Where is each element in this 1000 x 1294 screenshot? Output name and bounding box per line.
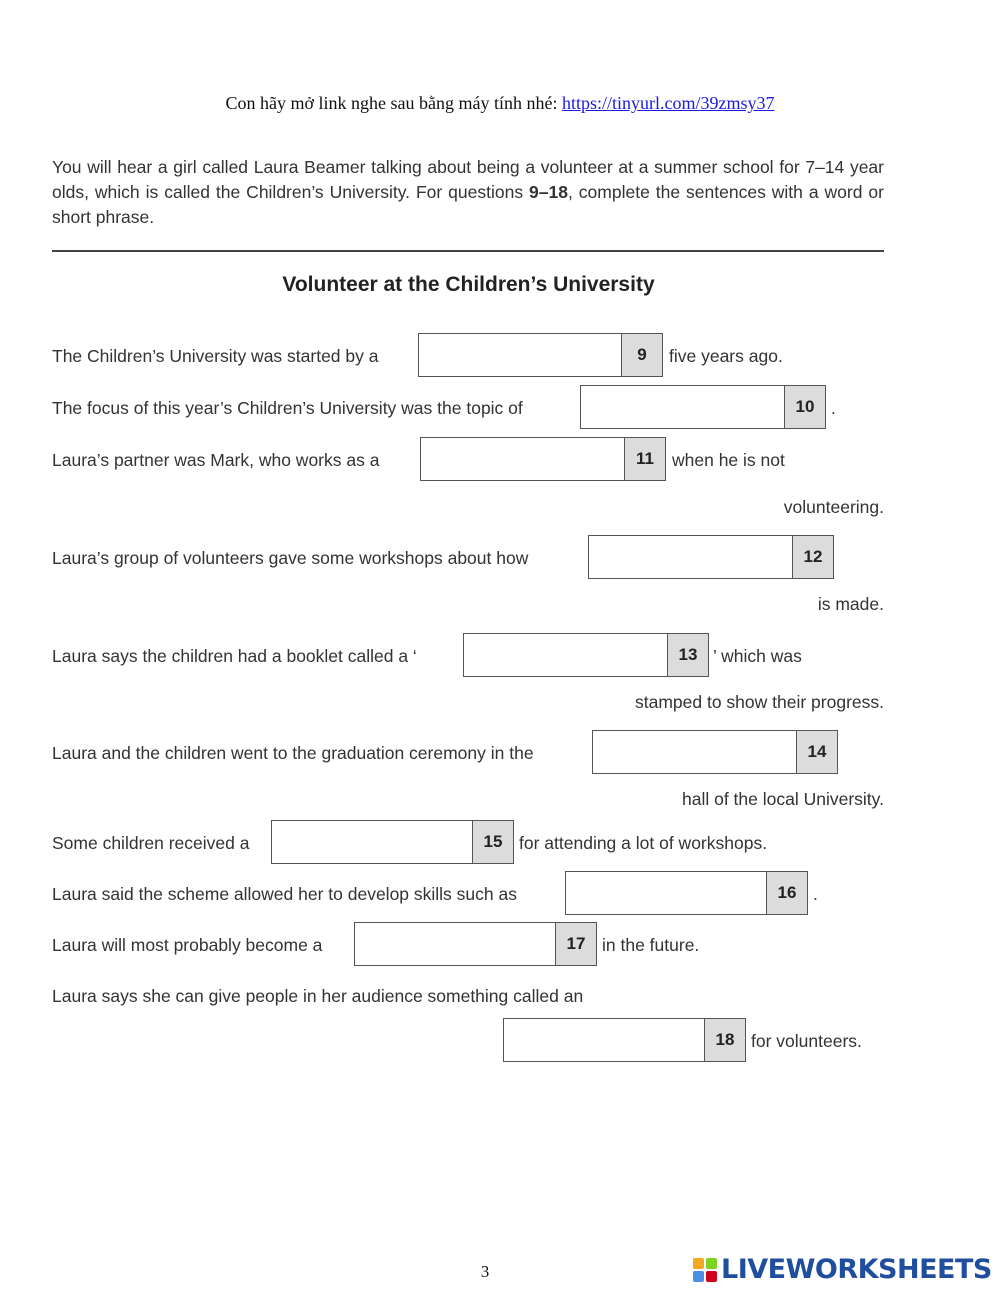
q15-answer-field[interactable] — [272, 821, 472, 863]
audio-link[interactable]: https://tinyurl.com/39zmsy37 — [561, 93, 775, 113]
divider-rule — [52, 250, 884, 252]
q14-answer-box[interactable] — [592, 730, 838, 774]
q15-answer-box[interactable] — [271, 820, 514, 864]
q18-prompt: Laura says she can give people in her audience something called an — [52, 986, 584, 1006]
q18-suffix: for volunteers. — [751, 1031, 862, 1051]
q13-answer-box[interactable] — [463, 633, 709, 677]
q12-answer-box[interactable] — [588, 535, 834, 579]
q12-number: 12 — [792, 536, 833, 578]
intro-part2: , complete the sentences with a word or short phrase. — [52, 182, 884, 227]
q16-suffix: . — [813, 884, 818, 904]
q10-number: 10 — [784, 386, 825, 428]
q17-answer-field[interactable] — [355, 923, 555, 965]
q14-answer-field[interactable] — [593, 731, 796, 773]
intro-part1: You will hear a girl called Laura Beamer talking about being a volunteer at a summer school for 7–14 year olds, which is called the Children’s University. For questions — [52, 157, 884, 202]
q10-answer-field[interactable] — [581, 386, 784, 428]
logo-square-1 — [693, 1258, 704, 1269]
q12-continuation: is made. — [817, 594, 884, 614]
q14-number: 14 — [796, 731, 837, 773]
q13-answer-field[interactable] — [464, 634, 667, 676]
intro-question-range: 9–18 — [529, 182, 568, 202]
q15-suffix: for attending a lot of workshops. — [519, 833, 768, 853]
logo-wordmark: LIVEWORKSHEETS — [721, 1254, 992, 1285]
q10-prompt: The focus of this year’s Children’s University was the topic of — [52, 398, 523, 418]
logo-square-3 — [693, 1271, 704, 1282]
q9-answer-field[interactable] — [419, 334, 621, 376]
q16-prompt: Laura said the scheme allowed her to develop skills such as — [52, 884, 517, 904]
logo-square-2 — [706, 1258, 717, 1269]
q10-suffix: . — [831, 398, 836, 418]
q11-continuation: volunteering. — [783, 497, 884, 517]
q9-answer-box[interactable] — [418, 333, 663, 377]
q9-number: 9 — [621, 334, 662, 376]
q13-continuation: stamped to show their progress. — [634, 692, 884, 712]
q15-number: 15 — [472, 821, 513, 863]
q18-answer-field[interactable] — [504, 1019, 704, 1061]
q11-answer-field[interactable] — [421, 438, 624, 480]
listening-instruction — [0, 93, 1000, 114]
q12-prompt: Laura’s group of volunteers gave some workshops about how — [52, 548, 529, 568]
q13-suffix: ’ which was — [713, 646, 802, 666]
q16-number: 16 — [766, 872, 807, 914]
q18-answer-box[interactable] — [503, 1018, 746, 1062]
q14-continuation: hall of the local University. — [682, 789, 884, 809]
q13-number: 13 — [667, 634, 708, 676]
instruction-text: Con hãy mở link nghe sau bằng máy tính nhé: — [225, 93, 562, 113]
q11-suffix: when he is not — [672, 450, 785, 470]
q11-prompt: Laura’s partner was Mark, who works as a — [52, 450, 380, 470]
q9-suffix: five years ago. — [669, 346, 783, 366]
q15-prompt: Some children received a — [52, 833, 250, 853]
q18-number: 18 — [704, 1019, 745, 1061]
q17-number: 17 — [555, 923, 596, 965]
logo-square-4 — [706, 1271, 717, 1282]
q13-prompt: Laura says the children had a booklet called a ‘ — [52, 646, 417, 666]
q17-suffix: in the future. — [602, 935, 700, 955]
q9-prompt: The Children’s University was started by a — [52, 346, 379, 366]
q16-answer-box[interactable] — [565, 871, 808, 915]
q14-prompt: Laura and the children went to the graduation ceremony in the — [52, 743, 534, 763]
task-intro — [52, 155, 884, 230]
q17-prompt: Laura will most probably become a — [52, 935, 323, 955]
q11-number: 11 — [624, 438, 665, 480]
q11-answer-box[interactable] — [420, 437, 666, 481]
q12-answer-field[interactable] — [589, 536, 792, 578]
page-number: 3 — [480, 1262, 490, 1281]
q17-answer-box[interactable] — [354, 922, 597, 966]
logo-mark-icon — [693, 1258, 717, 1282]
q10-answer-box[interactable] — [580, 385, 826, 429]
liveworksheets-logo — [693, 1254, 992, 1285]
section-title: Volunteer at the Children’s University — [282, 273, 655, 296]
q16-answer-field[interactable] — [566, 872, 766, 914]
